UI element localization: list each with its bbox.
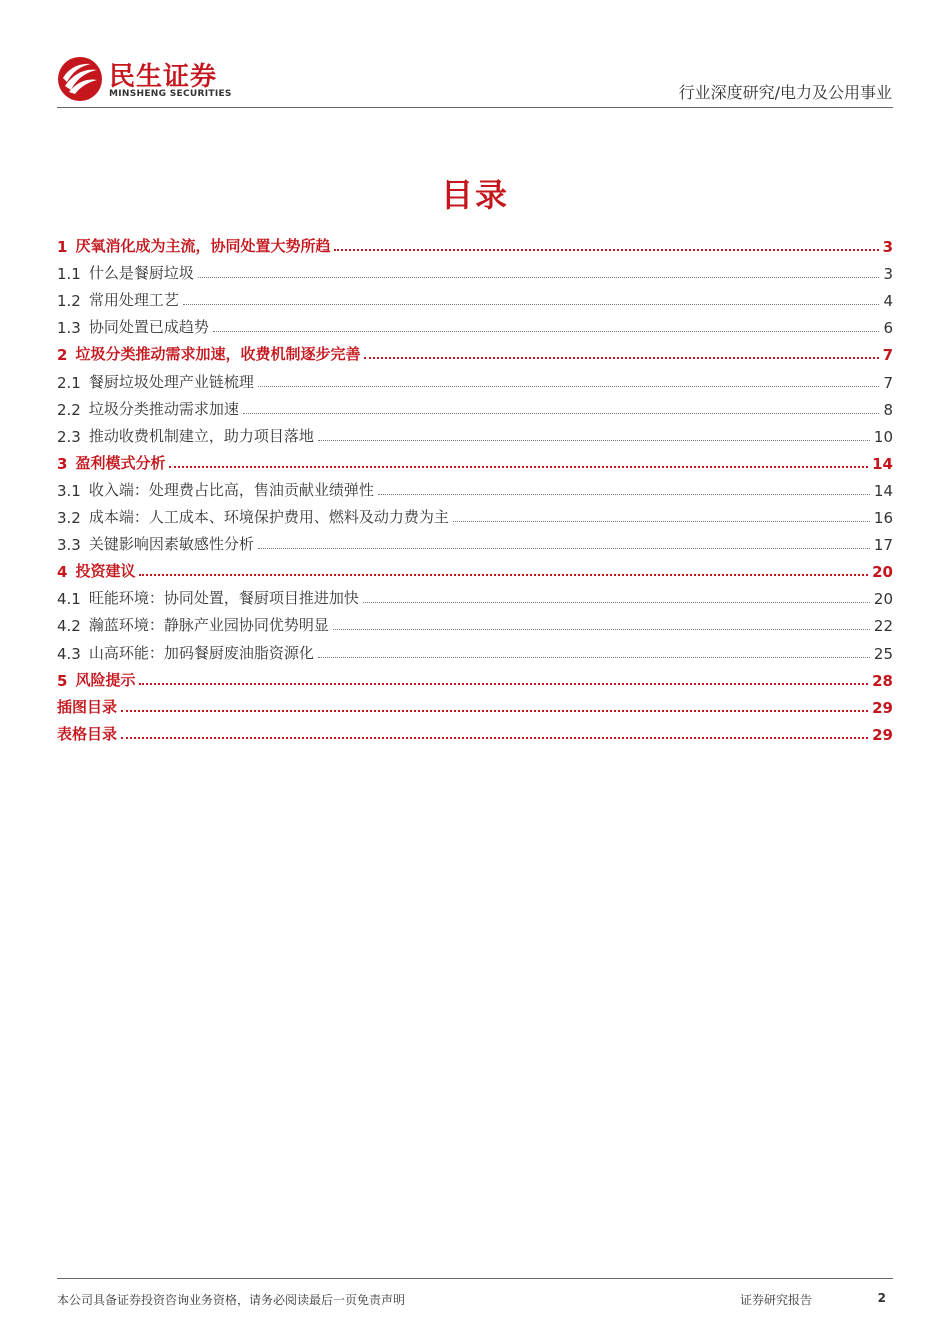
brand-logo [57, 56, 232, 104]
toc-title: 目录 [440, 176, 509, 214]
toc-entry-page: 20 [873, 590, 893, 609]
toc-dot-leader [198, 277, 880, 278]
toc-entry-number: 2.3 [57, 427, 81, 446]
toc-entry-title: 表格目录 [57, 724, 118, 743]
toc-entry-page: 10 [873, 427, 893, 446]
toc-entry-title: 插图目录 [57, 697, 118, 716]
toc-entry-page: 7 [882, 346, 893, 365]
toc-dot-leader [363, 602, 870, 603]
toc-entry-title: 常用处理工艺 [88, 291, 179, 310]
toc-entry[interactable] [57, 446, 893, 473]
toc-dot-leader [169, 466, 868, 468]
toc-dot-leader [453, 521, 870, 522]
toc-dot-leader [333, 629, 870, 630]
toc-entry[interactable] [57, 581, 893, 608]
toc-entry[interactable] [57, 310, 893, 337]
toc-entry-title: 旺能环境：协同处置，餐厨项目推进加快 [88, 589, 359, 608]
toc-entry-title: 山高环能：加码餐厨废油脂资源化 [88, 643, 314, 662]
toc-dot-leader [318, 657, 870, 658]
toc-entry-page: 8 [883, 400, 893, 419]
toc-dot-leader [334, 249, 878, 251]
toc-dot-leader [258, 386, 880, 387]
toc-entry-number: 4.1 [57, 590, 81, 609]
toc-entry-title: 盈利模式分析 [75, 453, 166, 472]
toc-entry-number: 1 [57, 238, 68, 257]
toc-dot-leader [121, 737, 868, 739]
brand-name-cn: 民生证券 [109, 62, 218, 92]
toc-entry-title: 厌氧消化成为主流，协同处置大势所趋 [75, 237, 331, 256]
table-of-contents [57, 229, 893, 744]
toc-entry-page: 3 [882, 238, 893, 257]
toc-dot-leader [318, 440, 870, 441]
toc-dot-leader [121, 710, 868, 712]
toc-entry-number: 1.3 [57, 319, 81, 338]
toc-dot-leader [139, 683, 868, 685]
toc-entry-page: 4 [883, 292, 893, 311]
footer-disclaimer: 本公司具备证券投资咨询业务资格，请务必阅读最后一页免责声明 [57, 1293, 406, 1307]
toc-entry-number: 3.3 [57, 536, 81, 555]
header-divider [57, 107, 893, 108]
toc-entry[interactable] [57, 663, 893, 690]
toc-entry-page: 28 [872, 671, 893, 690]
toc-entry[interactable] [57, 473, 893, 500]
toc-entry-number: 2.2 [57, 400, 81, 419]
minsheng-logo-icon [57, 56, 103, 102]
toc-entry-number: 2.1 [57, 373, 81, 392]
toc-entry-number: 4.3 [57, 644, 81, 663]
toc-entry-title: 什么是餐厨垃圾 [88, 264, 194, 283]
toc-dot-leader [378, 494, 870, 495]
toc-dot-leader [139, 574, 868, 576]
toc-entry-page: 14 [872, 454, 893, 473]
toc-entry-number: 1.1 [57, 265, 81, 284]
toc-entry[interactable] [57, 717, 893, 744]
toc-entry-page: 29 [872, 698, 893, 717]
toc-entry-title: 成本端：人工成本、环境保护费用、燃料及动力费为主 [88, 508, 449, 527]
toc-dot-leader [364, 357, 878, 359]
toc-entry[interactable] [57, 337, 893, 364]
footer-doc-type: 证券研究报告 [740, 1293, 813, 1307]
toc-dot-leader [243, 413, 880, 414]
page-number: 2 [877, 1291, 886, 1305]
toc-entry[interactable] [57, 608, 893, 635]
toc-entry-number: 3.2 [57, 509, 81, 528]
toc-entry-number: 3 [57, 454, 68, 473]
toc-entry-page: 7 [883, 373, 893, 392]
toc-entry-number: 4 [57, 563, 68, 582]
report-category: 行业深度研究/电力及公用事业 [678, 83, 892, 102]
toc-entry-page: 14 [873, 481, 893, 500]
toc-entry-number: 2 [57, 346, 68, 365]
toc-entry-page: 29 [872, 725, 893, 744]
toc-entry-page: 17 [873, 536, 893, 555]
toc-entry-title: 餐厨垃圾处理产业链梳理 [88, 372, 254, 391]
footer-divider [57, 1278, 893, 1279]
toc-entry[interactable] [57, 229, 893, 256]
toc-entry-page: 22 [873, 617, 893, 636]
brand-name-en: MINSHENG SECURITIES [109, 89, 232, 99]
toc-entry[interactable] [57, 364, 893, 391]
toc-dot-leader [183, 304, 880, 305]
toc-entry-page: 25 [873, 644, 893, 663]
toc-entry-page: 16 [873, 509, 893, 528]
toc-entry-title: 投资建议 [75, 562, 136, 581]
toc-entry-title: 推动收费机制建立，助力项目落地 [88, 426, 314, 445]
toc-entry-title: 垃圾分类推动需求加速 [88, 399, 239, 418]
toc-entry-page: 6 [883, 319, 893, 338]
toc-entry[interactable] [57, 392, 893, 419]
toc-dot-leader [213, 331, 880, 332]
toc-dot-leader [258, 548, 870, 549]
toc-entry-number: 4.2 [57, 617, 81, 636]
toc-entry-number: 3.1 [57, 481, 81, 500]
toc-entry[interactable] [57, 554, 893, 581]
toc-entry[interactable] [57, 419, 893, 446]
toc-entry[interactable] [57, 527, 893, 554]
toc-entry[interactable] [57, 500, 893, 527]
toc-entry-number: 5 [57, 671, 68, 690]
toc-entry[interactable] [57, 256, 893, 283]
toc-entry-page: 3 [883, 265, 893, 284]
toc-entry[interactable] [57, 283, 893, 310]
toc-entry-title: 风险提示 [75, 670, 136, 689]
toc-entry-title: 收入端：处理费占比高，售油贡献业绩弹性 [88, 480, 374, 499]
toc-entry-number: 1.2 [57, 292, 81, 311]
toc-entry-title: 瀚蓝环境：静脉产业园协同优势明显 [88, 616, 329, 635]
toc-entry[interactable] [57, 690, 893, 717]
toc-entry[interactable] [57, 635, 893, 662]
toc-entry-title: 关键影响因素敏感性分析 [88, 535, 254, 554]
toc-entry-title: 垃圾分类推动需求加速，收费机制逐步完善 [75, 345, 361, 364]
toc-entry-page: 20 [872, 563, 893, 582]
toc-entry-title: 协同处置已成趋势 [88, 318, 209, 337]
